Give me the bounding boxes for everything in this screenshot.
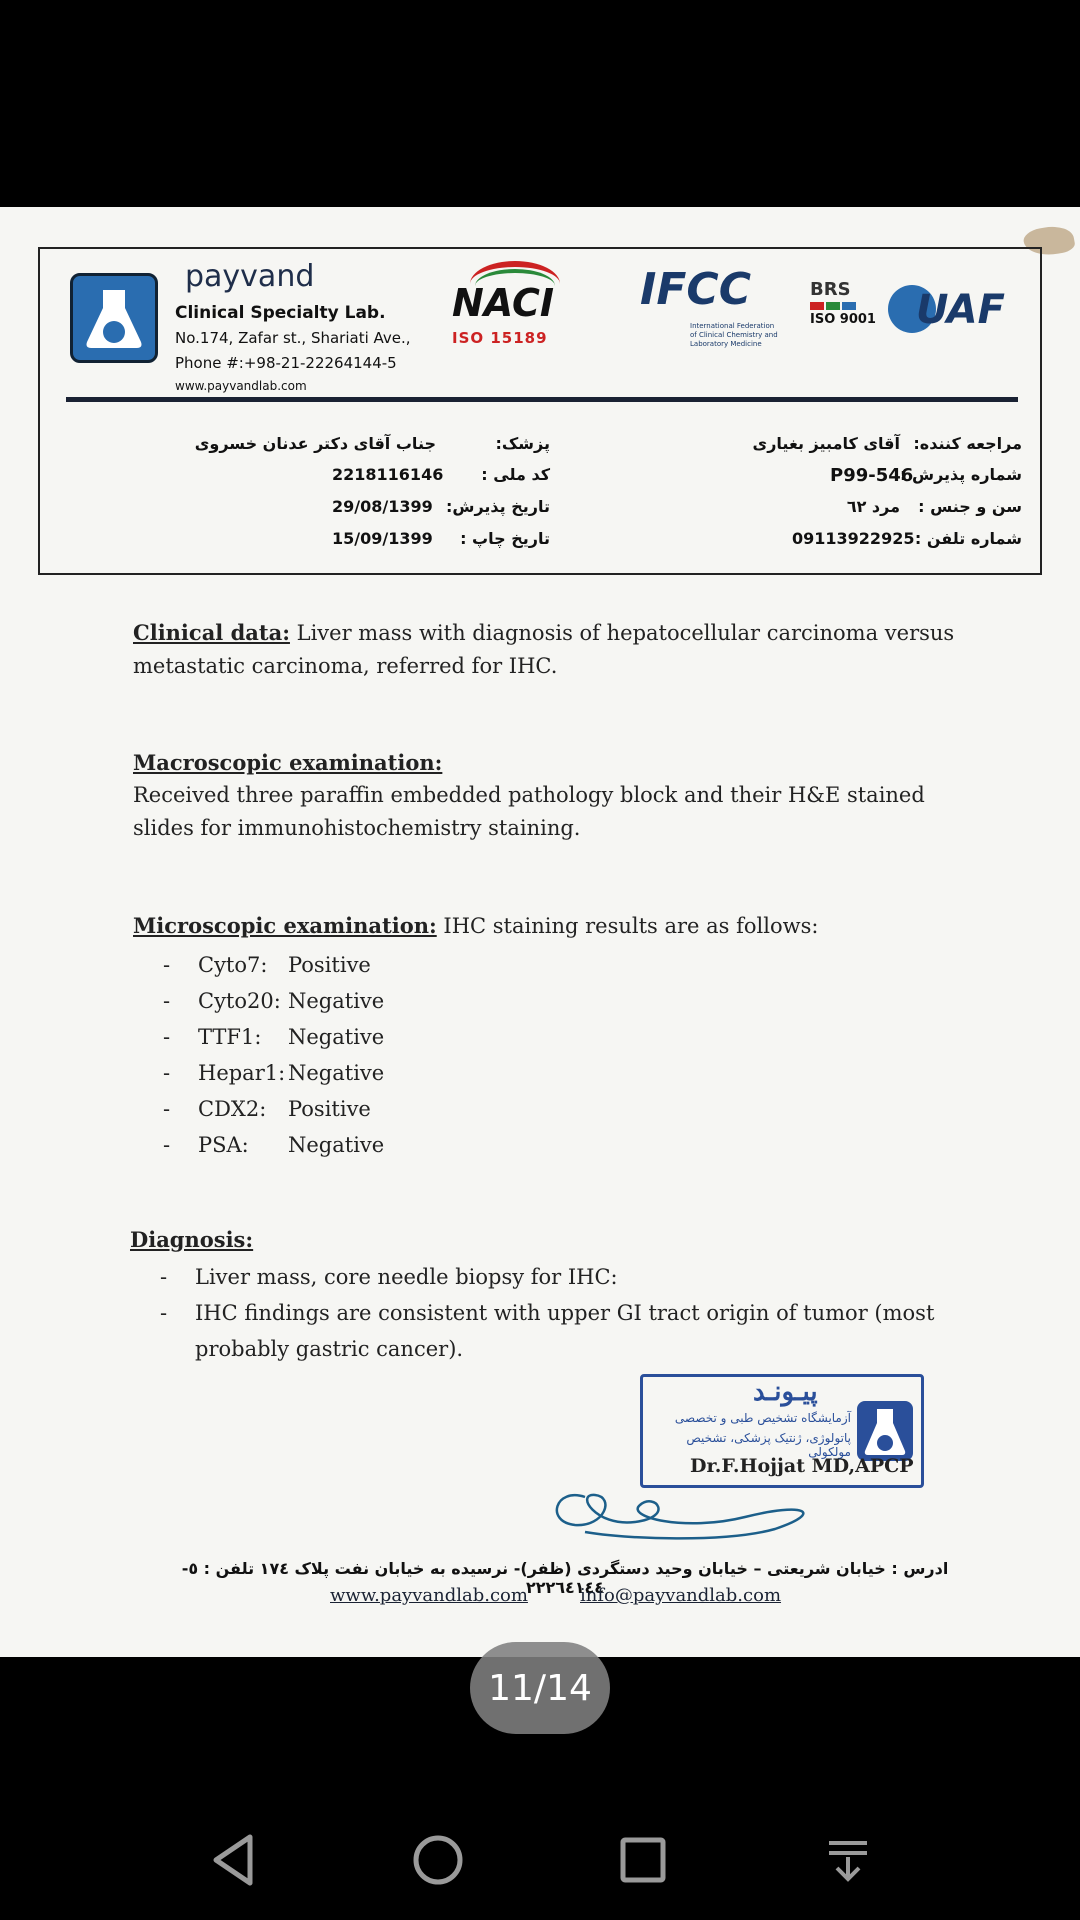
recents-icon [618, 1835, 668, 1885]
macroscopic-section [133, 746, 925, 845]
diagnosis-section [130, 1223, 253, 1256]
doctor-value: جناب آقای دکتر عدنان خسروی [194, 434, 436, 453]
lab-website: www.payvandlab.com [175, 379, 307, 393]
list-item: - PSA: Negative [163, 1133, 385, 1157]
reception-label: شماره پذیرش : [900, 465, 1022, 484]
lab-phone: Phone #:+98-21-22264144-5 [175, 354, 397, 372]
stamp-logo-icon [857, 1401, 913, 1461]
list-item: probably gastric cancer). [195, 1337, 464, 1361]
list-item: - Cyto20: Negative [163, 989, 385, 1013]
document-page [0, 207, 1080, 1657]
national-id-value: 2218116146 [332, 465, 444, 484]
ifcc-logo [640, 264, 778, 359]
doctor-signature-name: Dr.F.Hojjat MD,APCP [690, 1455, 914, 1477]
stamp-line-2: پاتولوژی، ژنتیک پزشکی، تشخیص مولکولی [686, 1431, 851, 1459]
macro-text-2: slides for immunohistochemistry staining. [133, 816, 581, 840]
header-divider [66, 397, 1018, 402]
lab-address: No.174, Zafar st., Shariati Ave., [175, 329, 411, 347]
iso9001-text: ISO 9001 [810, 312, 876, 327]
ifcc-text: IFCC [640, 264, 752, 315]
micro-text: IHC staining results are as follows: [436, 914, 819, 938]
signature-icon [545, 1477, 825, 1547]
list-item: - IHC findings are consistent with upper GI tract origin of tumor (most [160, 1301, 935, 1325]
list-item: - Cyto7: Positive [163, 953, 371, 977]
naci-logo [450, 259, 570, 354]
macro-heading: Macroscopic examination: [133, 750, 443, 775]
clinical-text-2: metastatic carcinoma, referred for IHC. [133, 654, 558, 678]
list-item: - TTF1: Negative [163, 1025, 385, 1049]
doctor-label: پزشک: [495, 434, 550, 453]
admission-date-value: 29/08/1399 [332, 497, 433, 516]
clinical-data-section [133, 616, 954, 683]
age-sex-value: مرد ٦٢ [846, 497, 900, 516]
diagnosis-list [160, 1259, 934, 1367]
admission-date-label: تاریخ پذیرش: [445, 497, 550, 516]
clinical-text-1: Liver mass with diagnosis of hepatocellular carcinoma versus [289, 621, 955, 645]
list-item: - Liver mass, core needle biopsy for IHC: [160, 1265, 618, 1289]
macro-text-1: Received three paraffin embedded pathology block and their H&E stained [133, 783, 925, 807]
page-indicator: 11/14 [470, 1642, 610, 1734]
list-item: - CDX2: Positive [163, 1097, 371, 1121]
referrer-value: آقای کامبیز بغیاری [752, 434, 900, 453]
naci-text: NACI [452, 281, 555, 325]
stamp-line-1: آزمایشگاه تشخیص طبی و تخصصی [674, 1411, 851, 1425]
phone-label: شماره تلفن : [914, 529, 1022, 548]
navigation-bar [0, 1800, 1080, 1920]
footer-website-link[interactable]: www.payvandlab.com [330, 1585, 528, 1606]
stamp-name: پیـونـد [753, 1377, 818, 1407]
print-date-value: 15/09/1399 [332, 529, 433, 548]
iso9001-logo [810, 279, 880, 349]
clinical-heading: Clinical data: [133, 620, 290, 645]
payvand-logo-icon [70, 273, 158, 363]
ihc-results-list [163, 947, 384, 1163]
age-sex-label: سن و جنس : [918, 497, 1022, 516]
lab-name: payvand [185, 259, 315, 294]
uaf-text: UAF [916, 287, 1005, 333]
referrer-label: مراجعه کننده: [913, 434, 1022, 453]
back-button[interactable] [203, 1830, 263, 1890]
pull-down-icon [823, 1835, 873, 1885]
phone-value: 09113922925 [792, 529, 915, 548]
brs-text: BRS [810, 279, 851, 300]
footer-address: ادرس : خیابان شریعتی – خیابان وحید دستگردی (ظفر)- نرسیده به خیابان نفت پلاک ١٧٤ تلفن : ٥- ٢٢٢٦٤١٤٤ [181, 1559, 949, 1597]
notifications-button[interactable] [818, 1830, 878, 1890]
print-date-label: تاریخ چاپ : [460, 529, 550, 548]
national-id-label: کد ملی : [481, 465, 550, 484]
uaf-logo [888, 277, 1008, 347]
back-icon [208, 1833, 258, 1887]
lab-subtitle: Clinical Specialty Lab. [175, 303, 386, 323]
naci-iso-text: ISO 15189 [452, 329, 548, 347]
reception-value: P99-546 [830, 465, 914, 486]
footer-email-link[interactable]: info@payvandlab.com [580, 1585, 782, 1606]
recents-button[interactable] [613, 1830, 673, 1890]
report-header [38, 247, 1042, 575]
home-button[interactable] [408, 1830, 468, 1890]
list-item: - Hepar1: Negative [163, 1061, 385, 1085]
microscopic-section [133, 909, 818, 943]
home-icon [411, 1833, 465, 1887]
ifcc-subtext: International Federation of Clinical Chemistry and Laboratory Medicine [690, 322, 778, 348]
micro-heading: Microscopic examination: [133, 913, 437, 938]
diagnosis-heading: Diagnosis: [130, 1227, 254, 1252]
